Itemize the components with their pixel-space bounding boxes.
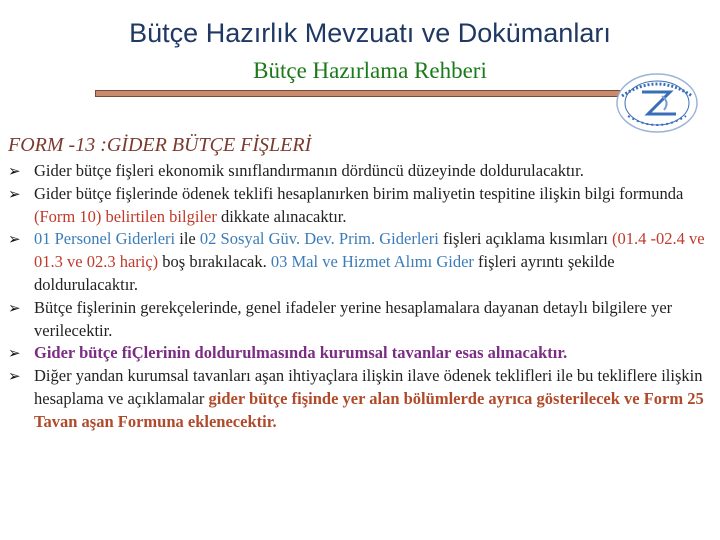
arrow-bullet-icon: ➢: [8, 344, 21, 363]
arrow-bullet-icon: ➢: [8, 230, 21, 249]
bullet-text: dikkate alınacaktır.: [216, 206, 347, 226]
bullet-text: ile: [175, 229, 200, 249]
bullet-text: fişleri açıklama kısımları: [438, 229, 613, 249]
bullet-text: boş bırakılacak.: [158, 252, 271, 272]
bullet-highlight: 01 Personel Giderleri: [34, 229, 176, 249]
bullet-highlight: 03 Mal ve Hizmet Alımı Gider: [270, 252, 474, 272]
page-title: Bütçe Hazırlık Mevzuatı ve Dokümanları: [129, 18, 611, 48]
list-item: [8, 342, 712, 365]
bullet-highlight: gider bütçe fişinde yer alan bölümlerde ayrıca gösterilecek ve Form 25 Tavan aşan Formuna eklenecektir.: [34, 388, 704, 431]
page-subtitle: Bütçe Hazırlama Rehberi: [253, 58, 487, 83]
bullet-text: fişleri ayrıntı şekilde doldurulacaktır.: [34, 252, 615, 294]
form-title: FORM -13 :GİDER BÜTÇE FİŞLERİ: [8, 134, 312, 156]
bullet-list: [8, 160, 712, 434]
list-item: [8, 297, 712, 343]
bullet-text: Bütçe fişlerinin gerekçelerinde, genel ifadeler yerine hesaplamalara dayanan detaylı bilgilere yer verilecektir.: [34, 297, 673, 340]
bullet-highlight: (Form 10) belirtilen bilgiler: [34, 206, 217, 226]
arrow-bullet-icon: ➢: [8, 367, 21, 386]
list-item: [8, 160, 712, 183]
list-item: [8, 183, 712, 229]
arrow-bullet-icon: ➢: [8, 184, 21, 203]
list-item: [8, 365, 712, 433]
university-seal-icon: [612, 72, 702, 134]
bullet-highlight: Gider bütçe fiÇlerinin doldurulmasında kurumsal tavanlar esas alınacaktır.: [34, 343, 568, 363]
bullet-highlight: (01.4 -02.4 ve 01.3 ve 02.3 hariç): [34, 229, 705, 272]
list-item: [8, 228, 712, 296]
arrow-bullet-icon: ➢: [8, 162, 21, 180]
bullet-text: Gider bütçe fişlerinde ödenek teklifi hesaplanırken birim maliyetin tespitine ilişkin bilgi formunda: [34, 183, 684, 203]
bullet-highlight: 02 Sosyal Güv. Dev. Prim. Giderleri: [199, 229, 439, 249]
title-divider: [95, 90, 642, 97]
arrow-bullet-icon: ➢: [8, 298, 21, 317]
bullet-text: Gider bütçe fişleri ekonomik sınıflandırmanın dördüncü düzeyinde doldurulacaktır.: [34, 161, 584, 180]
bullet-text: Diğer yandan kurumsal tavanları aşan ihtiyaçlara ilişkin ilave ödenek teklifleri ile bu tekliflere ilişkin hesaplama ve açıklamalar: [34, 366, 703, 408]
